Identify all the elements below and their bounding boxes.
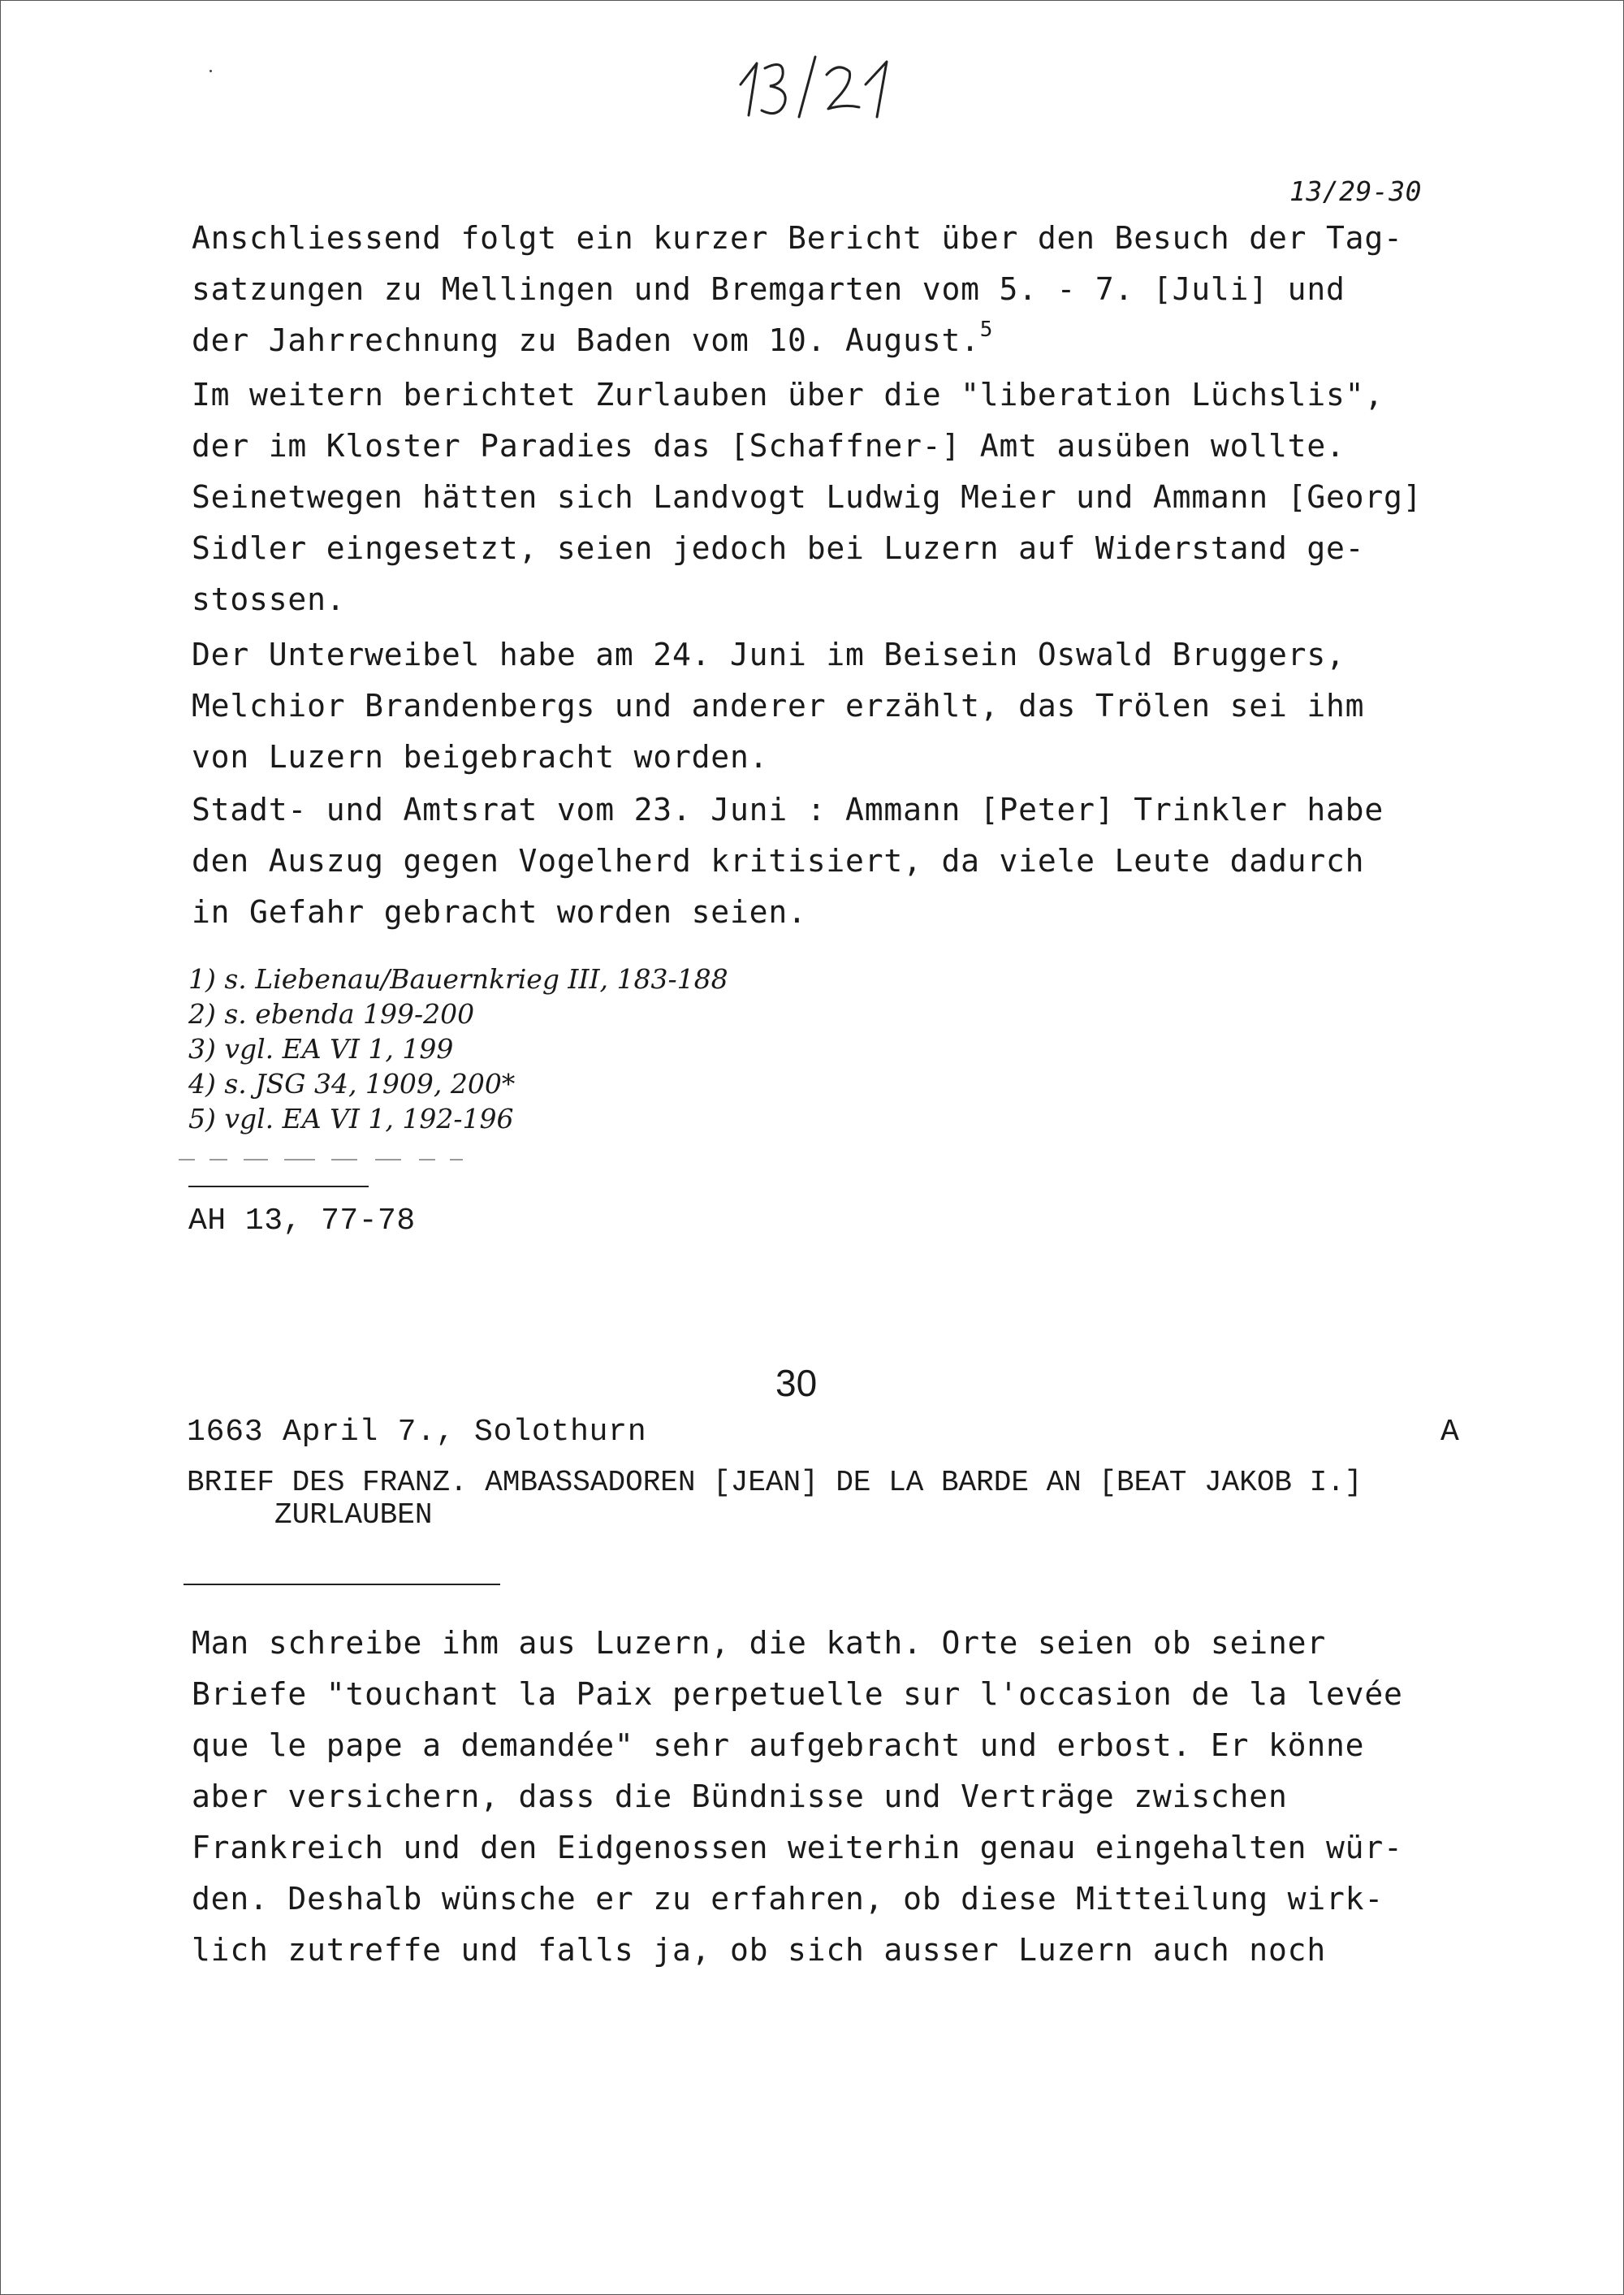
archive-reference: AH 13, 77-78 [188,1204,416,1238]
text-line: den. Deshalb wünsche er zu erfahren, ob diese Mitteilung wirk- [192,1881,1384,1917]
footnote-rule [188,1186,369,1187]
faint-dash-trace [177,1156,494,1163]
text-line: Frankreich und den Eidgenossen weiterhin genau eingehalten wür- [192,1830,1403,1865]
footnotes [188,962,728,1136]
text-line: Man schreibe ihm aus Luzern, die kath. Orte seien ob seiner [192,1625,1326,1661]
text-line: von Luzern beigebracht worden. [192,739,769,775]
paragraph-liberation-luechslis [192,370,1422,625]
stray-dot [209,70,212,72]
paragraph-tagsatzungen [192,213,1403,370]
handwritten-page-number [731,47,918,120]
footnote: 4) s. JSG 34, 1909, 200* [188,1068,516,1100]
text-line-content: der Jahrrechnung zu Baden vom 10. August. [192,322,980,358]
document-heading [187,1467,1362,1532]
text-line: Im weitern berichtet Zurlauben über die "liberation Lüchslis", [192,377,1384,413]
paragraph-unterweibel [192,629,1364,783]
text-line: Briefe "touchant la Paix perpetuelle sur l'occasion de la levée [192,1676,1403,1712]
heading-line: BRIEF DES FRANZ. AMBASSADOREN [JEAN] DE LA BARDE AN [BEAT JAKOB I.] [187,1466,1363,1499]
document-date-place: 1663 April 7., Solothurn [187,1415,647,1450]
text-line: lich zutreffe und falls ja, ob sich ausser Luzern auch noch [192,1932,1326,1968]
page-reference: 13/29-30 [1289,175,1422,207]
text-line: satzungen zu Mellingen und Bremgarten vom 5. - 7. [Juli] und [192,271,1345,307]
text-line: Der Unterweibel habe am 24. Juni im Beisein Oswald Bruggers, [192,637,1345,672]
text-line: Sidler eingesetzt, seien jedoch bei Luzern auf Widerstand ge- [192,530,1365,566]
footnote: 5) vgl. EA VI 1, 192-196 [188,1103,514,1135]
footnote: 1) s. Liebenau/Bauernkrieg III, 183-188 [188,963,728,995]
text-line: que le pape a demandée" sehr aufgebracht und erbost. Er könne [192,1727,1365,1763]
text-line: Melchior Brandenbergs und anderer erzählt, das Trölen sei ihm [192,688,1365,724]
text-line: in Gefahr gebracht worden seien. [192,894,807,930]
text-line: Anschliessend folgt ein kurzer Bericht über den Besuch der Tag- [192,220,1403,256]
text-line: stossen. [192,581,346,617]
text-line: der im Kloster Paradies das [Schaffner-] Amt ausüben wollte. [192,428,1345,464]
text-line: Seinetwegen hätten sich Landvogt Ludwig Meier und Ammann [Georg] [192,479,1423,515]
heading-rule [184,1584,500,1585]
footnote: 2) s. ebenda 199-200 [188,998,475,1030]
document-body [192,1618,1403,1976]
paragraph-stadt-amtsrat [192,784,1384,938]
text-line [192,315,1403,370]
text-line: aber versichern, dass die Bündnisse und Verträge zwischen [192,1779,1288,1814]
footnote-marker: 5 [979,318,994,342]
document-type-marker: A [1440,1415,1459,1450]
footnote: 3) vgl. EA VI 1, 199 [188,1033,454,1065]
heading-line: ZURLAUBEN [187,1498,433,1532]
text-line: den Auszug gegen Vogelherd kritisiert, da viele Leute dadurch [192,843,1365,879]
document-number: 30 [775,1362,818,1404]
text-line: Stadt- und Amtsrat vom 23. Juni : Ammann [Peter] Trinkler habe [192,792,1384,828]
